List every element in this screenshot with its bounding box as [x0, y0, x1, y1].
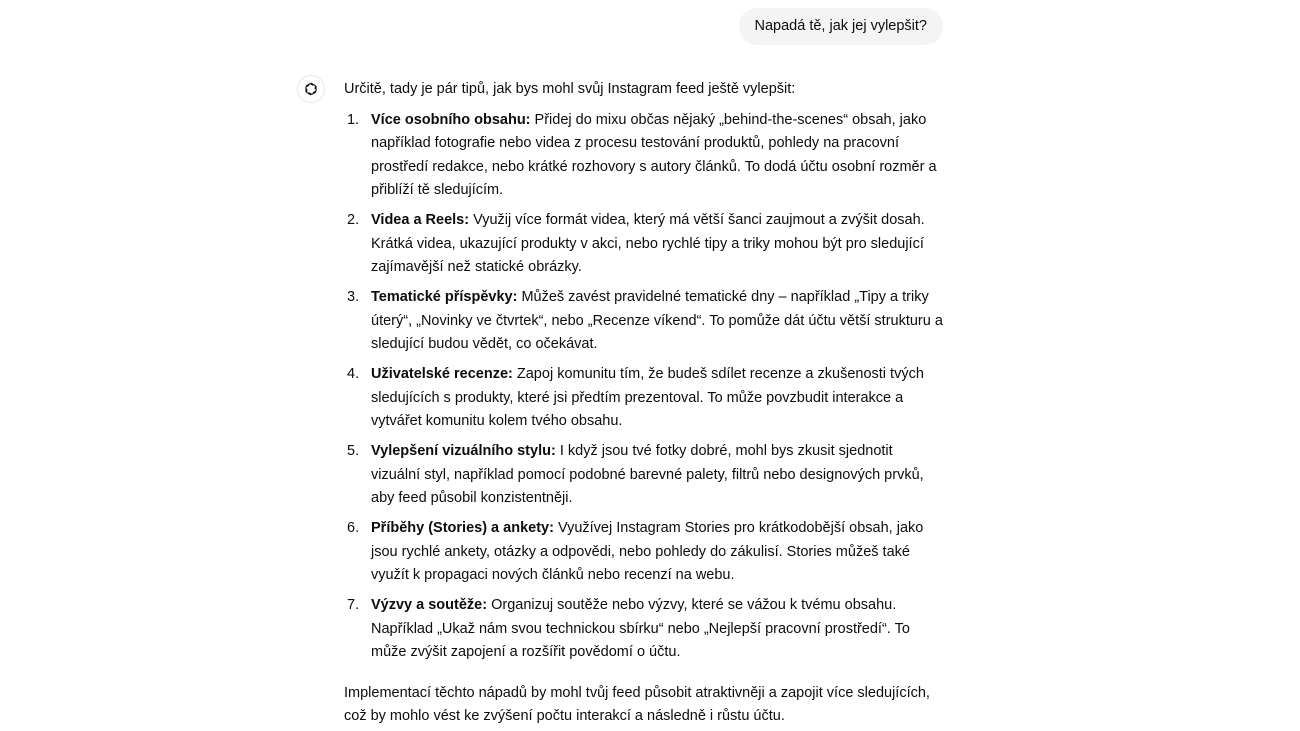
- list-item-text: Využij více formát videa, který má větší šanci zaujmout a zvýšit dosah. Krátká videa, ukazující produkty v akci, nebo rychlé tipy a triky mohou být pro sledující zajímavější než statické obrázky.: [371, 212, 925, 275]
- list-item-text: Přidej do mixu občas nějaký „behind-the-scenes“ obsah, jako například fotografie nebo videa z procesu testování produktů, pohledy na pracovní prostředí redakce, nebo krátké rozhovory s autory článků. To dodá účtu osobní rozměr a přiblíží tě sledujícím.: [371, 111, 937, 198]
- list-item-text: Můžeš zavést pravidelné tematické dny – například „Tipy a triky úterý“, „Novinky ve čtvrtek“, nebo „Recenze víkend“. To pomůže dát účtu větší strukturu a sledující budou vědět, co očekávat.: [371, 289, 943, 352]
- list-item-number: 5.: [347, 443, 360, 459]
- assistant-message: [344, 78, 944, 729]
- assistant-outro: Implementací těchto nápadů by mohl tvůj feed působit atraktivněji a zapojit více sledujících, což by mohlo vést ke zvýšení počtu interakcí a následně i růstu účtu.: [344, 684, 930, 724]
- user-message-bubble: Napadá tě, jak jej vylepšit?: [739, 8, 944, 45]
- list-item-number: 4.: [347, 366, 360, 382]
- openai-logo-icon: [303, 81, 319, 97]
- user-message-row: [739, 8, 944, 45]
- list-item-text: Organizuj soutěže nebo výzvy, které se vážou k tvému obsahu. Například „Ukaž nám svou technickou sbírku“ nebo „Nejlepší pracovní prostředí“. To může zvýšit zapojení a rozšířit povědomí o účtu.: [371, 597, 910, 660]
- list-item-title: Příběhy (Stories) a ankety:: [371, 520, 554, 536]
- list-item: [344, 517, 944, 588]
- list-item: [344, 209, 944, 280]
- list-item-title: Vylepšení vizuálního stylu:: [371, 443, 556, 459]
- list-item-text: Využívej Instagram Stories pro krátkodobější obsah, jako jsou rychlé ankety, otázky a odpovědi, nebo pohledy do zákulisí. Stories můžeš také využít k propagaci nových článků nebo recenzí na webu.: [371, 520, 924, 583]
- list-item-title: Více osobního obsahu:: [371, 111, 531, 128]
- list-item-number: 6.: [347, 520, 360, 536]
- assistant-intro: Určitě, tady je pár tipů, jak bys mohl svůj Instagram feed ještě vylepšit:: [344, 81, 796, 97]
- list-item-text: Zapoj komunitu tím, že budeš sdílet recenze a zkušenosti tvých sledujících s produkty, které jsi předtím prezentoval. To může povzbudit interakce a vytvářet komunitu kolem tvého obsahu.: [371, 366, 924, 429]
- list-item-title: Tematické příspěvky:: [371, 289, 518, 305]
- list-item-number: 7.: [347, 597, 360, 613]
- list-item-text: I když jsou tvé fotky dobré, mohl bys zkusit sjednotit vizuální styl, například pomocí podobné barevné palety, filtrů nebo designových prvků, aby feed působil konzistentněji.: [371, 443, 924, 506]
- list-item-title: Videa a Reels:: [371, 212, 470, 228]
- tips-list: [344, 109, 944, 665]
- list-item: [344, 109, 944, 203]
- list-item: [344, 594, 944, 665]
- list-item-number: 3.: [347, 289, 360, 305]
- list-item: [344, 440, 944, 511]
- list-item-number: 1.: [347, 111, 360, 128]
- list-item: [344, 286, 944, 357]
- list-item-title: Uživatelské recenze:: [371, 366, 513, 382]
- list-item-title: Výzvy a soutěže:: [371, 597, 488, 613]
- assistant-avatar: [297, 75, 325, 103]
- list-item-number: 2.: [347, 212, 360, 228]
- list-item: [344, 363, 944, 434]
